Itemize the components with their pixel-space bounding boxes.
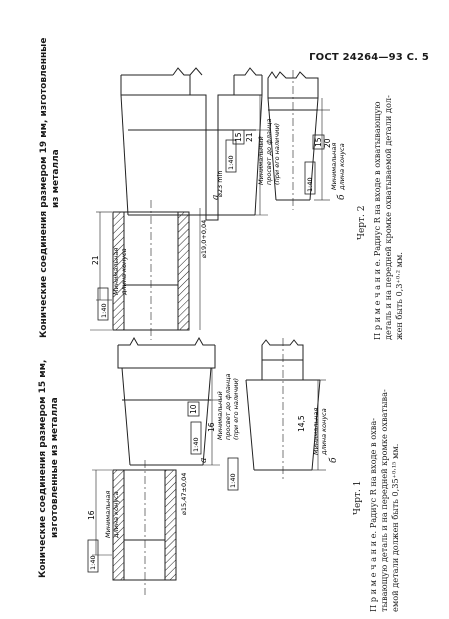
min-cone-15b-2: длина конуса: [320, 408, 328, 455]
dia-19b: ⌀23 min: [216, 170, 224, 197]
section15-sub-a: а: [199, 457, 209, 463]
drawing-19a-socket: [90, 200, 200, 340]
section15-note-line1: П р и м е ч а н и е. Радиус R на входе в охва-: [368, 418, 378, 612]
min-cone-15a-1: Минимальная: [104, 490, 112, 538]
section15-title-line2: изготовленные из металла: [50, 397, 61, 538]
dim-19a-21: 21: [91, 255, 100, 265]
section19-title-line2: из металла: [51, 149, 62, 208]
dia-15a: ⌀15,47±0,04: [180, 472, 188, 515]
dim-15a-10: 10: [189, 404, 198, 414]
section19-note-line2: деталь и на передней кромке охватываемой детали дол-: [383, 95, 394, 340]
section15-caption: Черт. 1: [353, 480, 363, 515]
section19-title-line1: Конические соединения размером 19 мм, изготовленные: [39, 37, 49, 338]
dim-19a-21b: 21: [245, 132, 254, 142]
section15-note-line3: емой детали должен быть 0,35⁺⁰·¹⁵ мм.: [390, 443, 401, 612]
drawing-19a-cone: [121, 68, 268, 220]
min-gap-15-3: (при его наличии): [232, 377, 240, 440]
section15-note-line2: тывающую деталь и на передней кромке охватыва-: [379, 389, 390, 612]
dim-19b-20: 20: [323, 138, 332, 148]
dia-19a: ⌀19,0+0,04: [200, 219, 208, 258]
tol-15b: 1:40: [229, 473, 237, 488]
min-cone-19b-1: Минимальная: [330, 142, 338, 190]
section15-title-line1: Конические соединения размером 15 мм,: [38, 359, 48, 578]
min-cone-15b-1: Минимальная: [312, 407, 320, 455]
section19-sub-a: а: [211, 194, 221, 200]
drawing-15a-cone: [118, 338, 220, 465]
dim-15b-14-5: 14,5: [297, 415, 306, 432]
page-header: ГОСТ 24264—93 С. 5: [309, 52, 429, 63]
min-cone-19a-1: Минимальная: [112, 247, 120, 295]
dim-19a-15: 15: [234, 132, 243, 142]
min-cone-15a-2: длина конуса: [112, 491, 120, 538]
tol-15a: 1:40: [89, 555, 97, 570]
dim-15a-16: 16: [87, 510, 96, 520]
min-gap-15-2: просвет до фланца: [224, 373, 232, 440]
min-gap-19-2: просвет до фланца: [265, 118, 273, 185]
dim-15a-16b: 16: [207, 422, 216, 432]
min-cone-19b-2: длина конуса: [338, 143, 346, 190]
section19-caption: Черт. 2: [357, 205, 367, 240]
min-cone-19a-2: длина конуса: [120, 248, 128, 295]
tol-15a-b: 1:40: [192, 437, 200, 452]
tol-19a-b: 1:40: [227, 155, 235, 170]
tol-19b: 1:40: [306, 177, 314, 192]
section19-sub-b: б: [337, 194, 347, 200]
tol-19a: 1:40: [100, 303, 108, 318]
min-gap-19-1: Минимальный: [257, 136, 265, 185]
section19-note-line3: жен быть 0,3⁺⁰·² мм.: [394, 252, 405, 340]
section15-sub-b: б: [329, 457, 339, 463]
min-gap-19-3: (при его наличии): [273, 122, 281, 185]
dim-19b-15: 15: [314, 137, 323, 147]
min-gap-15-1: Минимальный: [216, 391, 224, 440]
section19-note-line1: П р и м е ч а н и е. Радиус R на входе в охватывающую: [372, 101, 382, 340]
